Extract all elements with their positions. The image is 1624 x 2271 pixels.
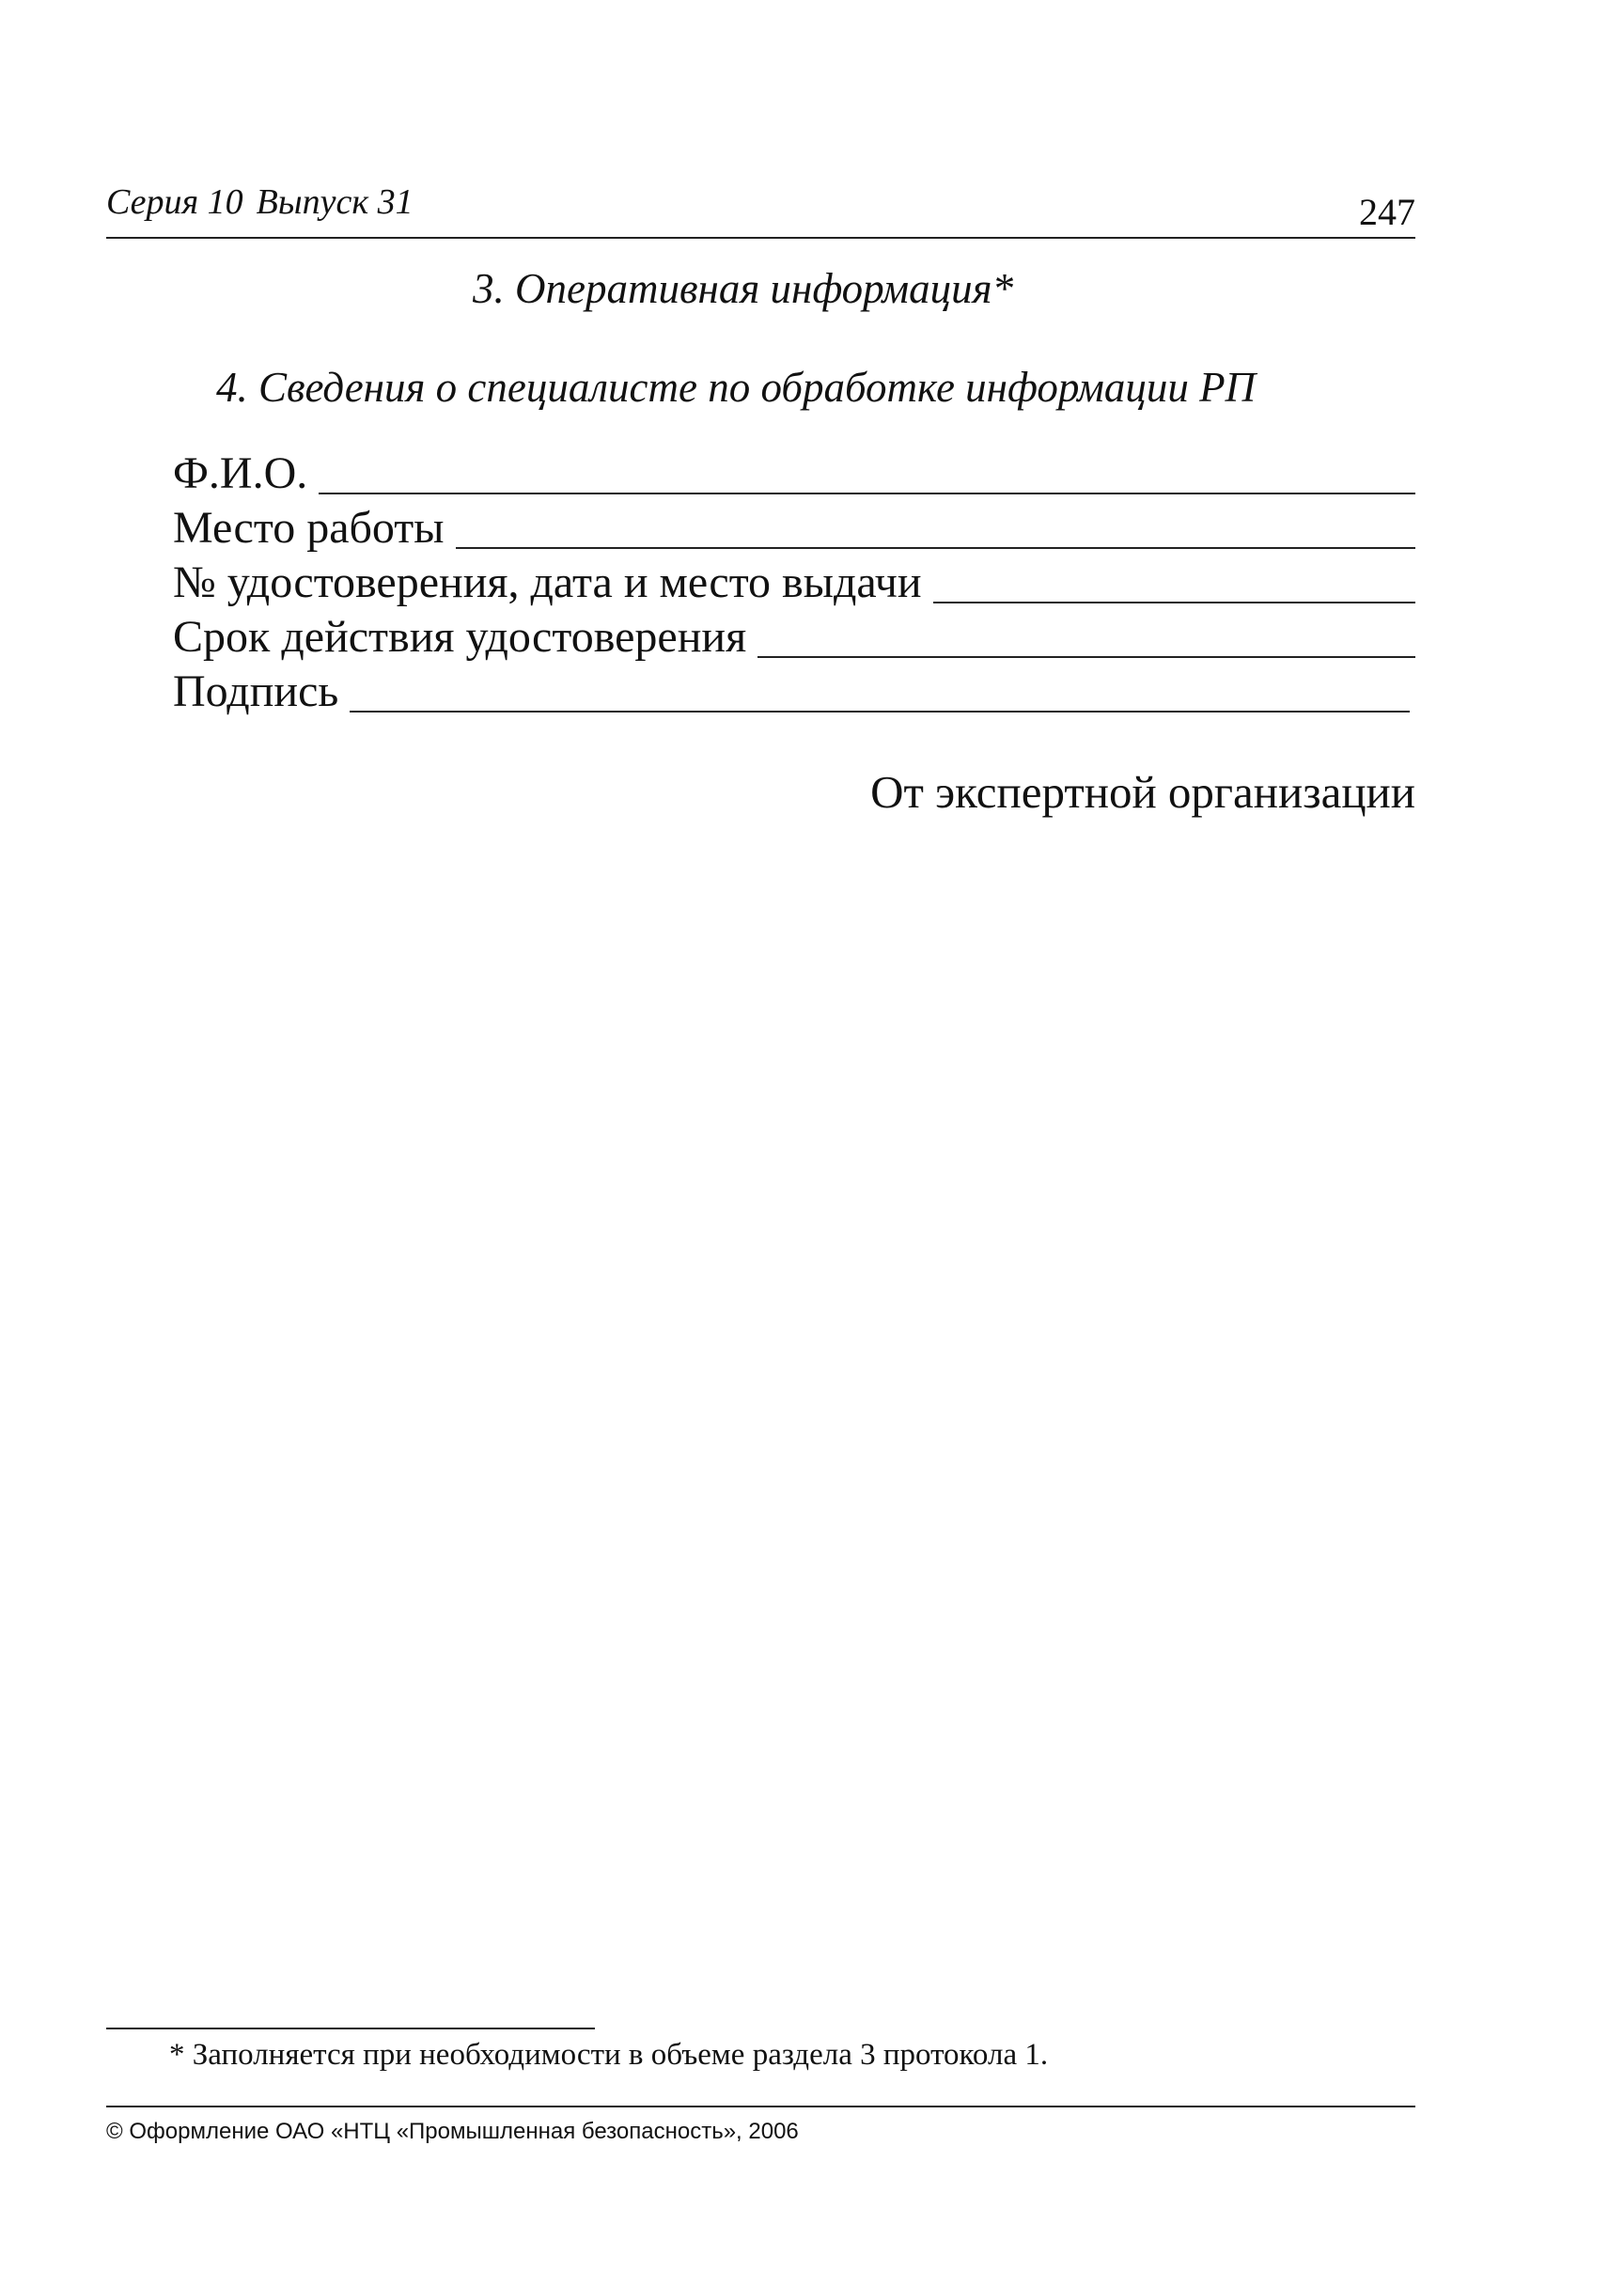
footnote-divider: [106, 2028, 595, 2029]
issue-label: Выпуск 31: [256, 182, 414, 222]
bottom-divider: [106, 2106, 1415, 2107]
field-label: Срок действия удостоверения: [173, 612, 747, 662]
fill-in-line: [350, 711, 1410, 713]
section-4-title: 4. Сведения о специалисте по обработке информации РП: [216, 364, 1257, 411]
running-header: [106, 184, 414, 220]
form-field-certificate-number: [173, 553, 1415, 605]
page-number: 247: [1359, 191, 1415, 233]
field-label: Подпись: [173, 666, 339, 716]
series-label: Серия 10: [106, 182, 243, 222]
field-label: № удостоверения, дата и место выдачи: [173, 557, 922, 607]
fill-in-line: [456, 547, 1415, 549]
from-organization-label: От экспертной организации: [870, 766, 1415, 818]
form-field-full-name: [173, 444, 1415, 496]
fill-in-line: [933, 602, 1415, 603]
section-3-title: 3. Оперативная информация*: [473, 265, 1014, 312]
header-divider: [106, 237, 1415, 239]
form-field-signature: [173, 662, 1410, 714]
fill-in-line: [319, 493, 1415, 494]
field-label: Место работы: [173, 503, 445, 553]
footnote: * Заполняется при необходимости в объеме раздела 3 протокола 1.: [169, 2038, 1049, 2072]
fill-in-line: [757, 656, 1415, 658]
form-field-certificate-validity: [173, 607, 1415, 660]
field-label: Ф.И.О.: [173, 448, 308, 498]
copyright-notice: © Оформление ОАО «НТЦ «Промышленная безопасность», 2006: [106, 2119, 799, 2144]
form-field-workplace: [173, 498, 1415, 551]
